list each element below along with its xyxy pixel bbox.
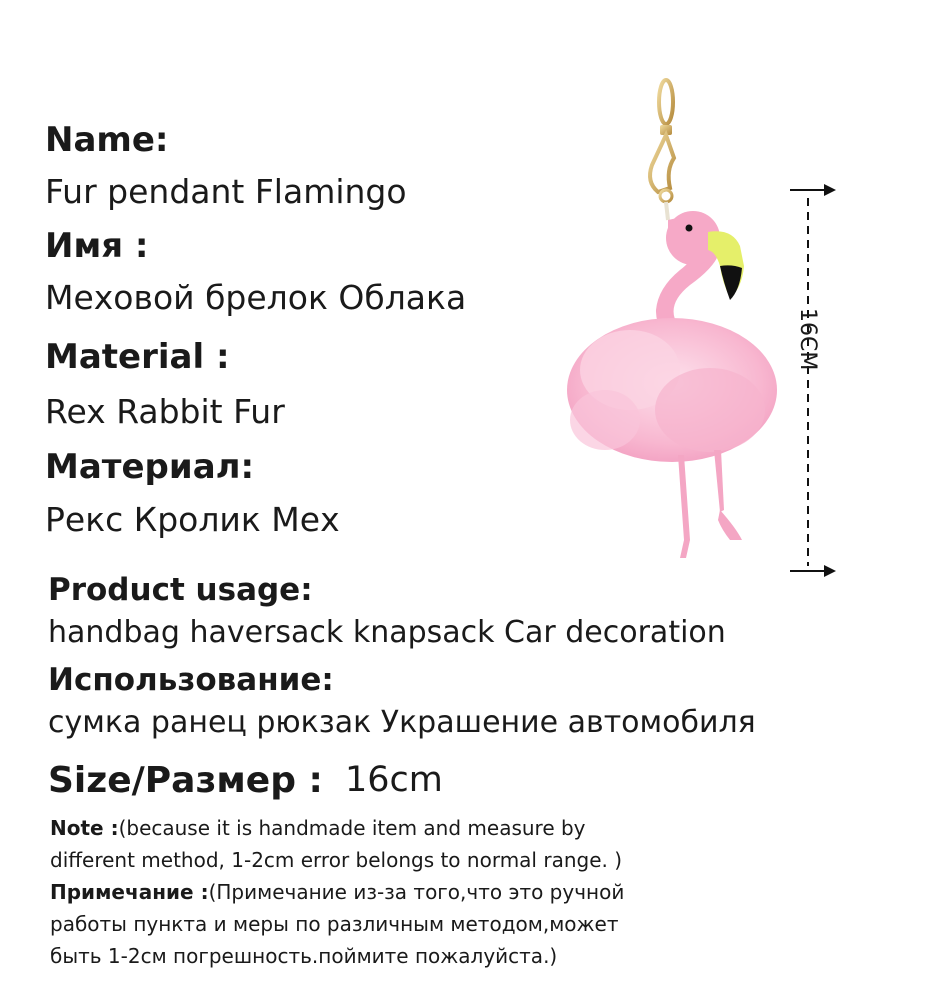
material-value: Rex Rabbit Fur [45, 392, 285, 431]
dimension-marker-icon [780, 178, 850, 583]
material-ru-label: Материал: [45, 447, 255, 487]
note-line-1: (because it is handmade item and measure by [118, 816, 586, 840]
flamingo-legs [678, 450, 742, 558]
name-ru-value: Меховой брелок Облака [45, 278, 467, 317]
usage-value: handbag haversack knapsack Car decoration [48, 615, 726, 650]
note-label: Note : [50, 816, 119, 840]
note-line-2: different method, 1-2cm error belongs to normal range. ) [50, 848, 623, 872]
note-ru-line-2: работы пункта и меры по различным методом,может [50, 912, 619, 936]
size-label: Size/Размер : [48, 760, 323, 801]
note-ru-line-1: (Примечание из-за того,что это ручной [208, 880, 625, 904]
material-ru-value: Рекс Кролик Мех [45, 500, 340, 539]
flamingo-body [567, 318, 777, 462]
name-ru-label: Имя : [45, 226, 149, 266]
usage-ru-label: Использование: [48, 662, 334, 698]
note-block [50, 812, 624, 972]
usage-label: Product usage: [48, 572, 313, 608]
dimension-label: 16CM [795, 308, 820, 371]
name-value: Fur pendant Flamingo [45, 172, 407, 211]
note-ru-line-3: быть 1-2см погрешность.поймите пожалуйста.) [50, 944, 558, 968]
material-label: Material : [45, 337, 230, 377]
size-value: 16cm [345, 760, 443, 800]
note-ru-label: Примечание : [50, 880, 209, 904]
name-label: Name: [45, 120, 169, 160]
key-ring-icon [650, 80, 674, 220]
usage-ru-value: сумка ранец рюкзак Украшение автомобиля [48, 705, 756, 740]
